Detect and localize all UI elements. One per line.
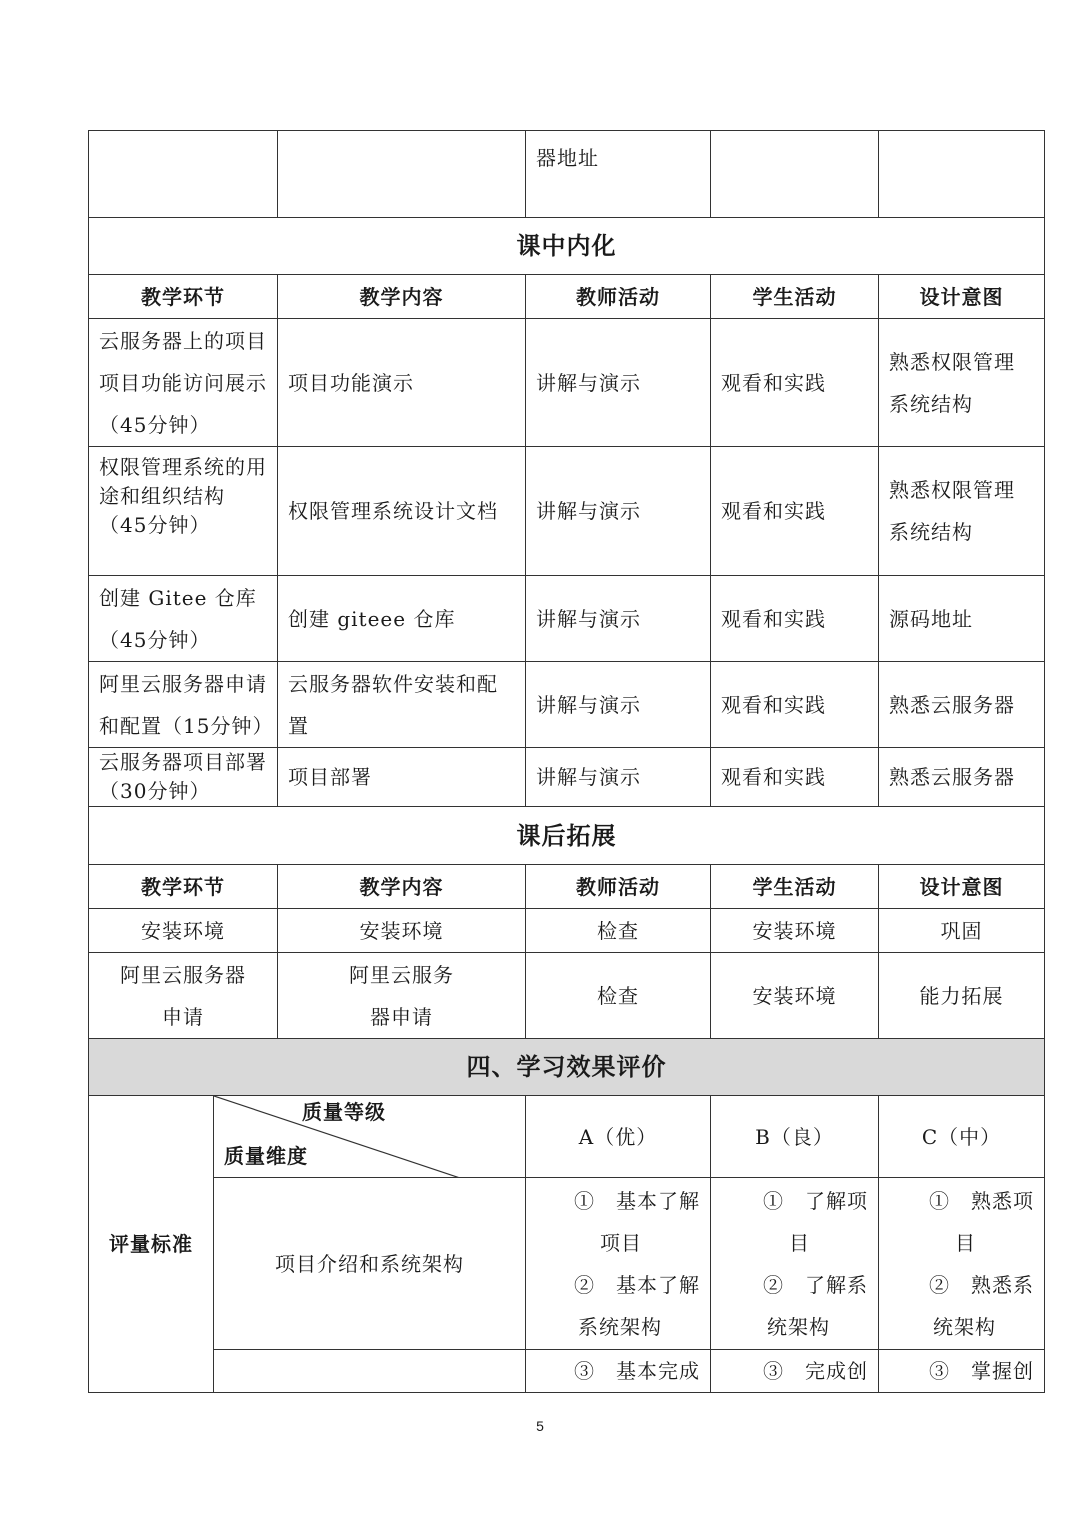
cell-student: 观看和实践: [711, 576, 879, 662]
table-row: [89, 319, 1045, 447]
grade-b-header: B（良）: [711, 1096, 879, 1178]
header-teacher: 教师活动: [526, 275, 711, 319]
criteria-c-line: ③ 掌握创: [929, 1359, 1034, 1383]
table-header-row: [89, 865, 1045, 909]
diagonal-header-cell: [214, 1096, 526, 1178]
cell-intent: 能力拓展: [879, 953, 1045, 1039]
criteria-row: [89, 1178, 1045, 1350]
dimension-cell-empty: [214, 1350, 526, 1393]
cell-teacher: 讲解与演示: [526, 662, 711, 748]
cell-student: 观看和实践: [711, 447, 879, 576]
cell-segment: 权限管理系统的用途和组织结构（45分钟）: [89, 447, 278, 576]
lesson-plan-table: [88, 130, 1045, 1393]
diag-label-grade: 质量等级: [302, 1100, 386, 1124]
criteria-b-line: ③ 完成创: [763, 1359, 868, 1383]
cell-intent: 熟悉权限管理系统结构: [879, 447, 1045, 576]
criteria-b-line: 统架构: [767, 1314, 830, 1339]
cell-segment: 阿里云服务器申请和配置（15分钟）: [89, 662, 278, 748]
criteria-b-line: ② 了解系: [763, 1272, 868, 1297]
section-title-after-class: 课后拓展: [89, 807, 1045, 865]
cell-student: 安装环境: [711, 909, 879, 953]
diag-label-dimension: 质量维度: [224, 1144, 308, 1168]
criteria-a-line: ② 基本了解: [574, 1272, 700, 1297]
table-row: [89, 447, 1045, 576]
section-title-evaluation: 四、学习效果评价: [89, 1039, 1045, 1096]
cell-content: 安装环境: [278, 909, 526, 953]
table-row: [89, 576, 1045, 662]
cell-segment: 安装环境: [89, 909, 278, 953]
cell-content: 阿里云服务器申请: [278, 953, 526, 1039]
criteria-c-line: ② 熟悉系: [929, 1272, 1034, 1297]
evaluation-label: 评量标准: [89, 1096, 214, 1393]
criteria-b-cell: [711, 1178, 879, 1350]
header-intent: 设计意图: [879, 865, 1045, 909]
cell-intent: 源码地址: [879, 576, 1045, 662]
cell-empty: [278, 131, 526, 218]
cell-intent: 熟悉云服务器: [879, 662, 1045, 748]
criteria-b-line: 目: [789, 1230, 810, 1255]
criteria-a-cell: [526, 1350, 711, 1393]
grade-header-row: [89, 1096, 1045, 1178]
continuation-row: [89, 131, 1045, 218]
header-intent: 设计意图: [879, 275, 1045, 319]
cell-teacher: 讲解与演示: [526, 319, 711, 447]
header-segment: 教学环节: [89, 865, 278, 909]
criteria-a-line: ③ 基本完成: [574, 1359, 700, 1383]
cell-content: 云服务器软件安装和配置: [278, 662, 526, 748]
header-teacher: 教师活动: [526, 865, 711, 909]
cell-teacher: 讲解与演示: [526, 748, 711, 807]
criteria-a-cell: [526, 1178, 711, 1350]
cell-segment: 云服务器项目部署（30分钟）: [89, 748, 278, 807]
cell-teacher: 检查: [526, 909, 711, 953]
cell-segment: 创建 Gitee 仓库（45分钟）: [89, 576, 278, 662]
header-student: 学生活动: [711, 865, 879, 909]
criteria-c-line: ① 熟悉项: [929, 1188, 1034, 1213]
criteria-a-line: 项目: [600, 1230, 642, 1255]
cell-empty: [711, 131, 879, 218]
cell-student: 观看和实践: [711, 319, 879, 447]
header-student: 学生活动: [711, 275, 879, 319]
cell-intent: 熟悉权限管理系统结构: [879, 319, 1045, 447]
cell-empty: [879, 131, 1045, 218]
table-header-row: [89, 275, 1045, 319]
criteria-c-cell: [879, 1178, 1045, 1350]
header-segment: 教学环节: [89, 275, 278, 319]
criteria-a-line: ① 基本了解: [574, 1188, 700, 1213]
cell-segment: 阿里云服务器申请: [89, 953, 278, 1039]
dimension-cell: 项目介绍和系统架构: [214, 1178, 526, 1350]
cell-student: 安装环境: [711, 953, 879, 1039]
grade-c-header: C（中）: [879, 1096, 1045, 1178]
criteria-b-line: ① 了解项: [763, 1188, 868, 1213]
header-content: 教学内容: [278, 865, 526, 909]
table-row: [89, 909, 1045, 953]
cell-content: 项目部署: [278, 748, 526, 807]
page-number: 5: [536, 1418, 544, 1434]
table-row: [89, 748, 1045, 807]
header-content: 教学内容: [278, 275, 526, 319]
cell-intent: 熟悉云服务器: [879, 748, 1045, 807]
cell-content: 权限管理系统设计文档: [278, 447, 526, 576]
section-title-in-class: 课中内化: [89, 218, 1045, 275]
cell-intent: 巩固: [879, 909, 1045, 953]
table-row: [89, 953, 1045, 1039]
cell-student: 观看和实践: [711, 748, 879, 807]
grade-a-header: A（优）: [526, 1096, 711, 1178]
cell-segment: 云服务器上的项目项目功能访问展示（45分钟）: [89, 319, 278, 447]
criteria-c-cell: [879, 1350, 1045, 1393]
table-row: [89, 662, 1045, 748]
criteria-c-line: 目: [955, 1230, 976, 1255]
cell-teacher: 讲解与演示: [526, 576, 711, 662]
criteria-row: [89, 1350, 1045, 1393]
cell-teacher: 讲解与演示: [526, 447, 711, 576]
criteria-b-cell: [711, 1350, 879, 1393]
criteria-c-line: 统架构: [933, 1314, 996, 1339]
cell-teacher-continuation: 器地址: [526, 131, 711, 218]
cell-content: 创建 giteee 仓库: [278, 576, 526, 662]
cell-student: 观看和实践: [711, 662, 879, 748]
criteria-a-line: 系统架构: [578, 1314, 662, 1339]
cell-empty: [89, 131, 278, 218]
cell-content: 项目功能演示: [278, 319, 526, 447]
cell-teacher: 检查: [526, 953, 711, 1039]
